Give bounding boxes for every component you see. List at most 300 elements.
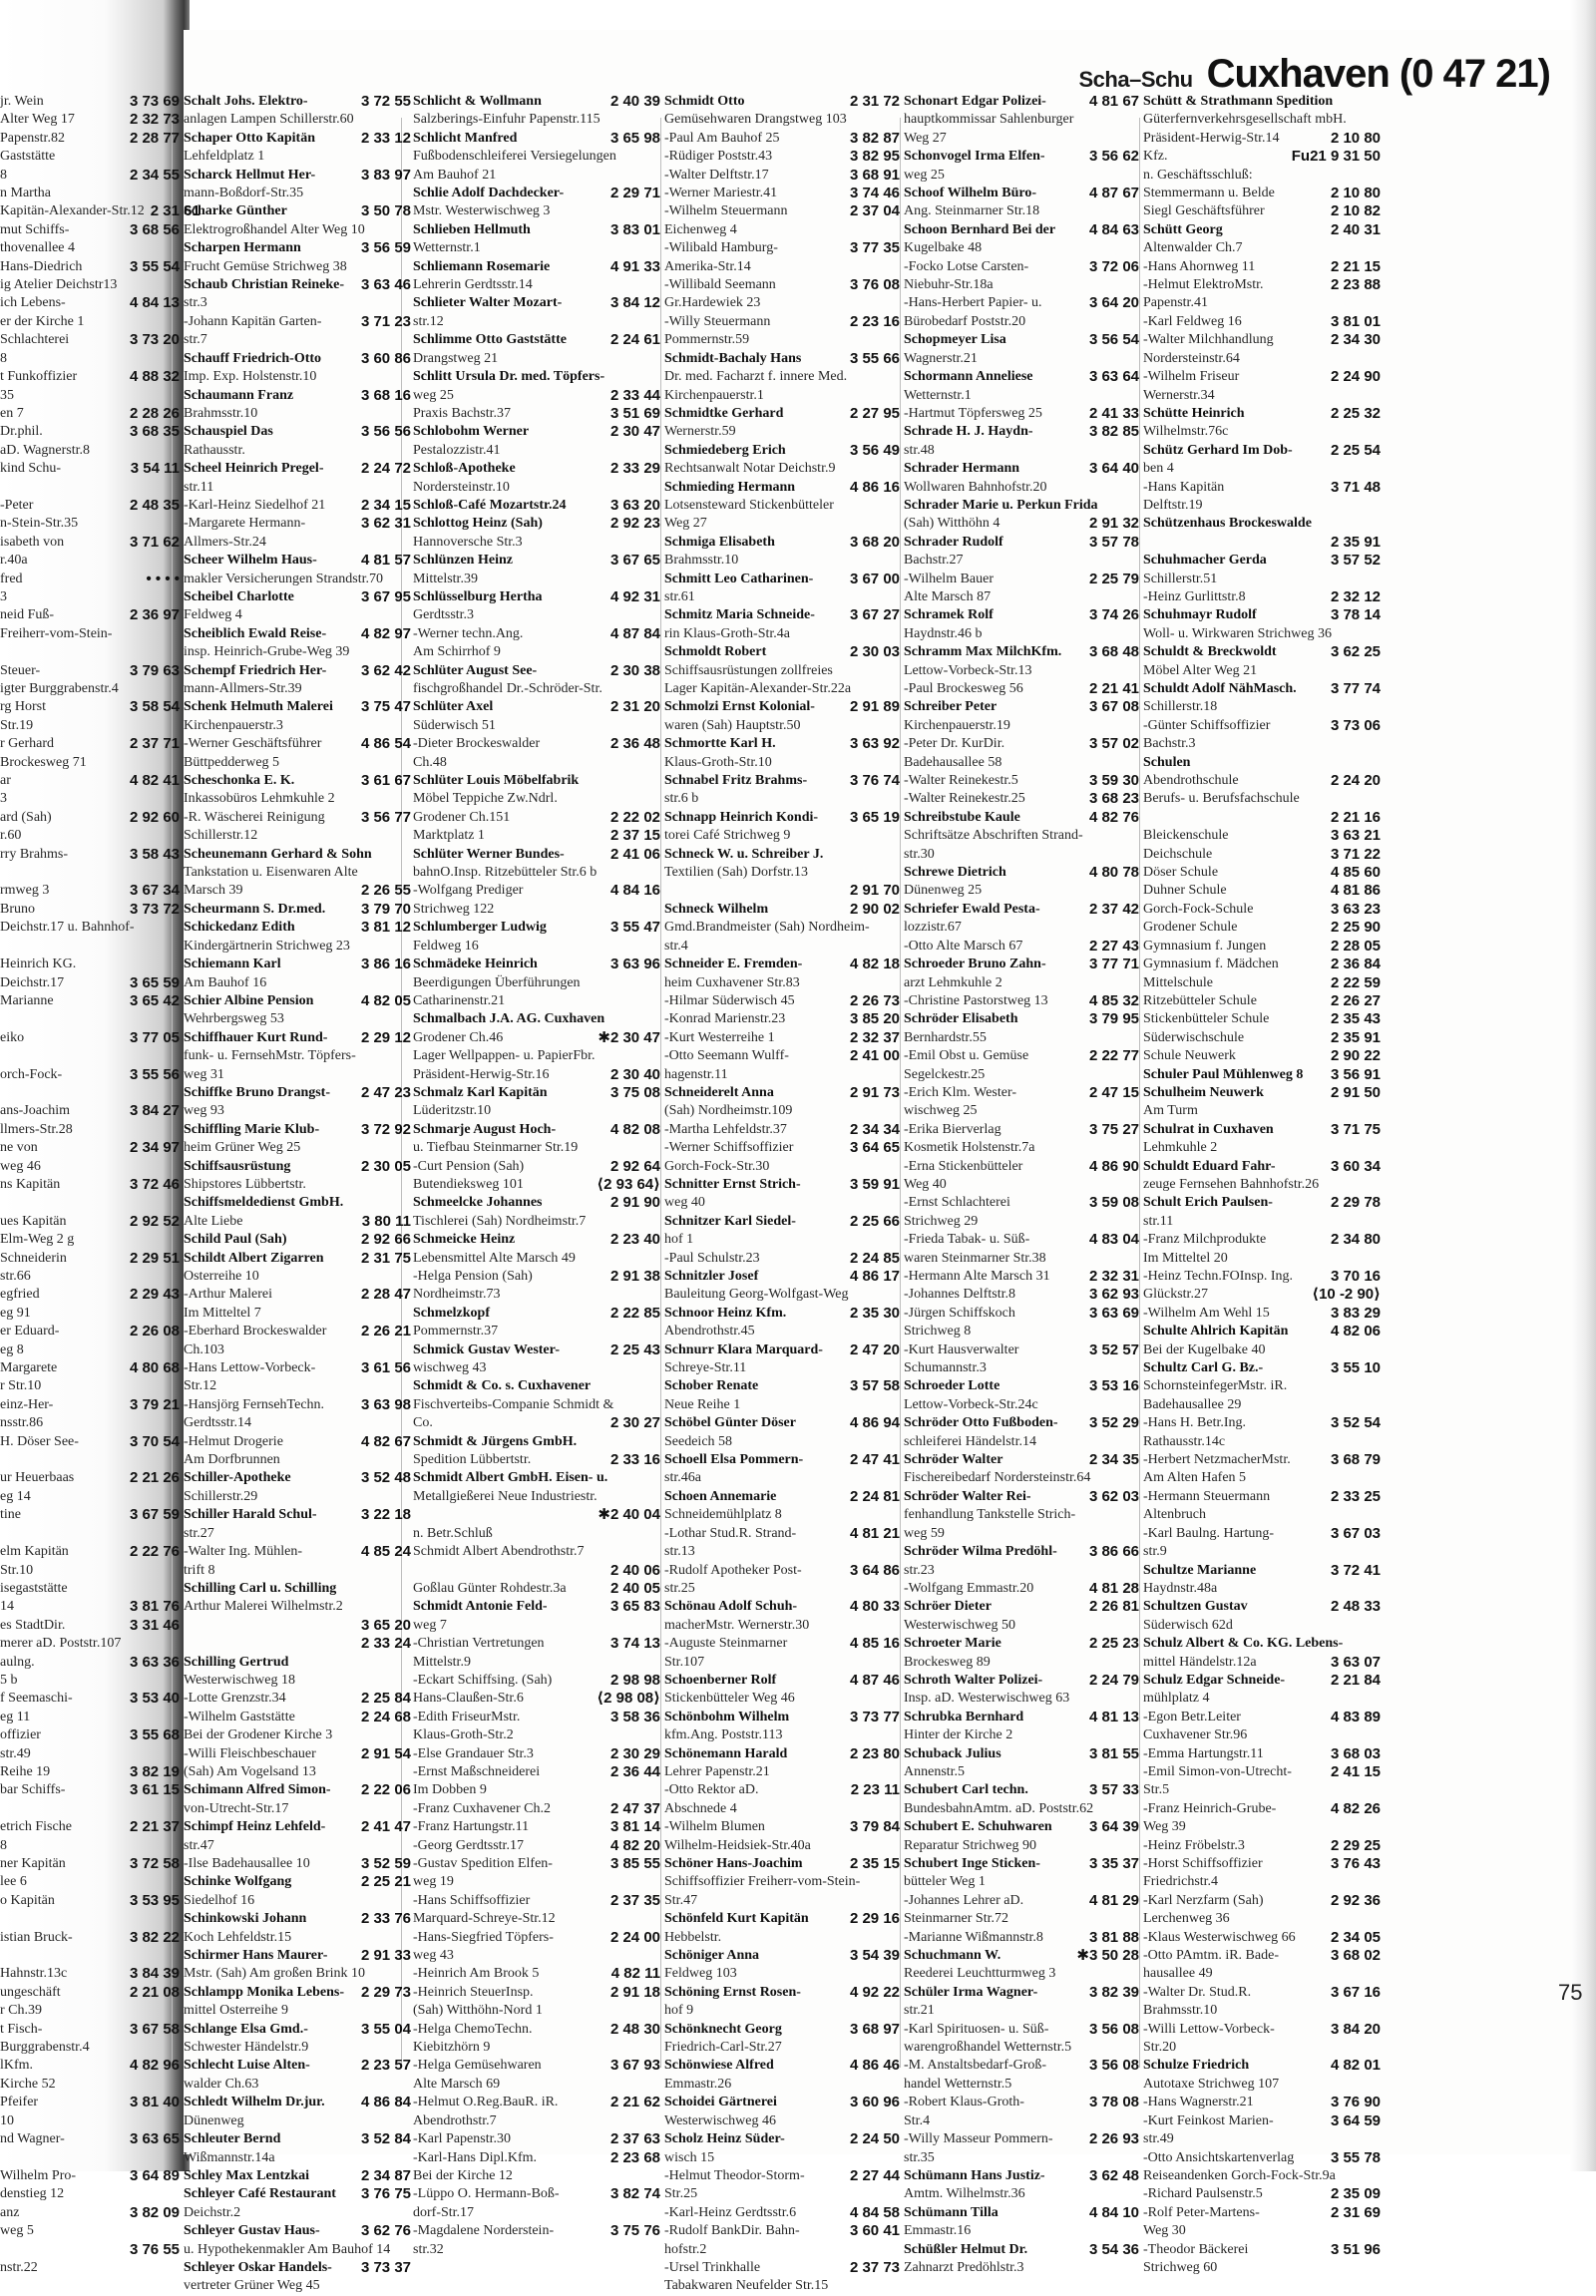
directory-entry — [664, 1414, 900, 1432]
directory-entry — [904, 552, 1139, 570]
phone-number — [894, 1726, 900, 1744]
directory-entry — [1143, 974, 1381, 992]
entry-name: -Arthur Malerei — [184, 1287, 273, 1303]
entry-name: -Georg Gerdtsstr.17 — [413, 1837, 524, 1853]
entry-name: H. Döser See- — [0, 1433, 79, 1449]
phone-number: 2 27 95 — [849, 404, 900, 422]
entry-name: Alte Marsch 87 — [904, 588, 992, 604]
entry-name: Schmidt Otto — [664, 94, 745, 109]
phone-number: 3 65 19 — [849, 808, 900, 826]
phone-number — [894, 294, 900, 312]
directory-entry — [413, 1102, 660, 1120]
entry-name: Feldweg 16 — [413, 938, 479, 954]
phone-number — [654, 2241, 660, 2259]
entry-name: Schöning Ernst Rosen- — [664, 1984, 801, 2000]
directory-entry — [664, 405, 900, 423]
phone-number — [894, 1965, 900, 1983]
directory-entry — [413, 1396, 660, 1414]
phone-number — [894, 331, 900, 349]
directory-entry — [664, 643, 900, 661]
directory-entry — [904, 974, 1139, 992]
entry-name: ar — [0, 773, 11, 789]
directory-entry — [664, 2259, 900, 2277]
phone-number — [654, 1377, 660, 1395]
directory-entry — [184, 1047, 411, 1065]
entry-name: Stickenbütteler Schule — [1143, 1011, 1270, 1027]
directory-entry — [184, 1121, 411, 1139]
entry-name: Am Turm — [1143, 1103, 1198, 1119]
directory-entry — [413, 423, 660, 441]
entry-name — [184, 1635, 188, 1653]
phone-number — [654, 974, 660, 992]
directory-entry — [413, 1929, 660, 1947]
entry-name: -Heinz Fröbelstr.3 — [1143, 1837, 1245, 1853]
directory-entry — [1143, 1837, 1381, 1855]
directory-entry — [0, 901, 180, 919]
phone-number — [1133, 1396, 1139, 1414]
directory-entry — [1143, 1543, 1381, 1561]
entry-name: Schönknecht Georg — [664, 2021, 782, 2037]
directory-entry — [904, 1781, 1139, 1799]
phone-number: 3 62 03 — [1088, 1487, 1139, 1505]
phone-number — [894, 1506, 900, 1524]
entry-name: Am Dorfbrunnen — [184, 1452, 280, 1468]
phone-number: 2 22 59 — [1330, 973, 1381, 991]
entry-name: Schult Erich Paulsen- — [1143, 1195, 1273, 1211]
entry-name: Im Mitteltel 20 — [1143, 1250, 1228, 1266]
phone-number: 3 56 62 — [1088, 148, 1139, 166]
directory-entry — [1143, 827, 1381, 845]
phone-number: 3 79 84 — [849, 1818, 900, 1836]
directory-entry — [1143, 1433, 1381, 1451]
entry-name: Schuchmann W. — [904, 1948, 1001, 1964]
entry-name: Schrade H. J. Haydn- — [904, 424, 1033, 440]
phone-number — [405, 368, 411, 386]
phone-number — [174, 479, 180, 497]
entry-name: Schiffsoffizier Freiherr-vom-Stein- — [664, 1874, 861, 1890]
directory-entry — [413, 202, 660, 220]
phone-number: 2 33 76 — [360, 1910, 411, 1928]
entry-name: Kindergärtnerin Strichweg 23 — [184, 938, 350, 954]
directory-column — [1143, 93, 1381, 2277]
directory-entry — [904, 1635, 1139, 1653]
phone-number — [1133, 276, 1139, 294]
entry-name: -Wilhelm Blumen — [664, 1819, 765, 1835]
directory-entry — [664, 2167, 900, 2185]
entry-name: weg 93 — [184, 1103, 224, 1119]
directory-entry — [184, 1488, 411, 1506]
phone-number — [654, 1359, 660, 1377]
directory-entry — [413, 1158, 660, 1176]
phone-number: 2 33 29 — [609, 460, 660, 478]
entry-name: -Franz Hartungstr.11 — [413, 1819, 530, 1835]
phone-number: 3 77 74 — [1330, 680, 1381, 697]
phone-number: 3 31 46 — [129, 1616, 180, 1634]
directory-entry — [0, 1726, 180, 1744]
entry-name: Schulz Edgar Schneide- — [1143, 1672, 1286, 1688]
entry-name: str.12 — [413, 313, 444, 329]
phone-number — [654, 1323, 660, 1340]
phone-number — [1133, 479, 1139, 497]
phone-number: 2 23 16 — [849, 312, 900, 330]
entry-name: -Heinrich Am Brook 5 — [413, 1966, 540, 1982]
phone-number — [654, 1525, 660, 1543]
directory-entry — [664, 864, 900, 882]
directory-entry — [184, 2002, 411, 2020]
directory-entry — [0, 1250, 180, 1268]
directory-entry — [413, 1580, 660, 1598]
entry-name: Cuxhavener Str.96 — [1143, 1727, 1248, 1743]
entry-name: funk- u. FernsehMstr. Töpfers- — [184, 1048, 356, 1064]
directory-entry — [0, 1213, 180, 1231]
directory-entry — [184, 2076, 411, 2094]
phone-number — [654, 1910, 660, 1928]
entry-name: Bei der Kugelbake 40 — [1143, 1341, 1266, 1357]
phone-number: 3 75 27 — [1088, 1120, 1139, 1138]
phone-number: 3 71 48 — [1330, 478, 1381, 496]
directory-entry — [0, 2185, 180, 2203]
phone-number: 2 35 91 — [1330, 1028, 1381, 1046]
entry-name: Brockesweg 71 — [0, 754, 87, 770]
phone-number: 3 68 97 — [849, 2020, 900, 2038]
directory-entry — [184, 1635, 411, 1653]
directory-entry — [0, 1562, 180, 1580]
entry-name: aD. Wagnerstr.8 — [0, 442, 90, 458]
phone-number: 3 67 03 — [1330, 1524, 1381, 1542]
directory-entry — [1143, 1231, 1381, 1249]
directory-entry — [413, 1598, 660, 1616]
entry-name: Grodener Schule — [1143, 920, 1238, 936]
directory-entry — [184, 1359, 411, 1377]
phone-number: 3 70 16 — [1330, 1268, 1381, 1285]
directory-entry — [1143, 882, 1381, 900]
entry-name: Ch.48 — [413, 754, 447, 770]
phone-number: ⟨2 98 08⟩ — [597, 1690, 660, 1708]
phone-number — [174, 1873, 180, 1891]
entry-name: -Erika Bierverlag — [904, 1121, 1001, 1137]
phone-number — [405, 1047, 411, 1065]
directory-entry — [413, 643, 660, 661]
entry-name: Lehrer Papenstr.21 — [664, 1763, 770, 1779]
directory-entry — [1143, 2039, 1381, 2057]
directory-entry — [0, 827, 180, 845]
directory-entry — [904, 2241, 1139, 2259]
phone-number: 4 82 26 — [1330, 1799, 1381, 1817]
directory-entry — [904, 1726, 1139, 1744]
phone-number — [1375, 497, 1381, 515]
phone-number: 2 33 25 — [1330, 1487, 1381, 1505]
phone-number: 2 29 51 — [129, 1249, 180, 1267]
phone-number: 3 80 11 — [361, 1212, 411, 1230]
directory-entry — [184, 882, 411, 900]
directory-entry — [1143, 239, 1381, 257]
directory-entry — [904, 442, 1139, 460]
directory-entry — [184, 93, 411, 111]
directory-entry — [413, 1837, 660, 1855]
phone-number: 2 41 15 — [1330, 1762, 1381, 1780]
entry-name: Frucht Gemüse Strichweg 38 — [184, 258, 347, 274]
directory-entry — [413, 1984, 660, 2002]
directory-entry — [664, 423, 900, 441]
entry-name: Schröder Walter Rei- — [904, 1488, 1031, 1504]
directory-entry — [0, 698, 180, 716]
entry-name: Strichweg 122 — [413, 901, 495, 917]
phone-number — [174, 938, 180, 956]
phone-number: 3 76 08 — [849, 276, 900, 294]
entry-name: Schmitt Leo Catharinen- — [664, 571, 814, 586]
entry-name: wischweg 43 — [413, 1360, 487, 1376]
directory-entry — [184, 2112, 411, 2130]
directory-entry — [184, 1910, 411, 1928]
phone-number: Fu21 9 31 50 — [1291, 148, 1381, 166]
directory-entry — [664, 294, 900, 312]
entry-name: Kirche 52 — [0, 2076, 56, 2092]
phone-number — [1375, 1690, 1381, 1708]
directory-entry — [0, 1047, 180, 1065]
phone-number: 2 24 90 — [1330, 368, 1381, 386]
directory-entry — [664, 1781, 900, 1799]
entry-name: -Jürgen Schiffskoch — [904, 1305, 1015, 1321]
entry-name: Schlieter Walter Mozart- — [413, 295, 563, 311]
phone-number: 2 26 21 — [360, 1323, 411, 1340]
entry-name: Friedrich-Carl-Str.27 — [664, 2040, 782, 2056]
entry-name: ben 4 — [1143, 461, 1174, 477]
directory-entry — [904, 1268, 1139, 1286]
phone-number: 2 31 75 — [360, 1249, 411, 1267]
entry-name: Kapitän-Alexander-Str.12 — [0, 203, 145, 219]
directory-entry — [413, 1506, 660, 1524]
phone-number — [654, 571, 660, 588]
entry-name: Scharke Günther — [184, 203, 287, 219]
entry-name: es StadtDir. — [0, 1617, 66, 1633]
entry-name: Schubert E. Schuhwaren — [904, 1819, 1052, 1835]
directory-entry — [0, 2112, 180, 2130]
directory-entry — [904, 130, 1139, 148]
phone-number — [405, 1965, 411, 1983]
entry-name: Schmalz Karl Kapitän — [413, 1084, 548, 1100]
entry-name: Schoen Annemarie — [664, 1488, 777, 1504]
directory-entry — [184, 1268, 411, 1286]
directory-entry — [664, 1580, 900, 1598]
phone-number: 3 76 43 — [1330, 1855, 1381, 1872]
phone-number: 2 34 15 — [360, 496, 411, 514]
directory-entry — [0, 167, 180, 185]
phone-number: 2 34 87 — [360, 2166, 411, 2184]
phone-number — [654, 1654, 660, 1672]
entry-name: Schirmer Hans Maurer- — [184, 1948, 328, 1964]
entry-name: -Helga ChemoTechn. — [413, 2021, 533, 2037]
directory-entry — [184, 790, 411, 808]
entry-name: Schrader Rudolf — [904, 534, 1003, 550]
directory-entry — [904, 1121, 1139, 1139]
directory-entry — [0, 1377, 180, 1395]
directory-entry — [0, 680, 180, 698]
directory-entry — [0, 1672, 180, 1690]
phone-number: 2 23 40 — [609, 1231, 660, 1249]
phone-number: 2 92 64 — [609, 1157, 660, 1175]
phone-number — [894, 717, 900, 735]
entry-name: Pommernstr.37 — [413, 1324, 499, 1339]
entry-name: Schröder Otto Fußboden- — [904, 1415, 1058, 1431]
entry-name: er der Kirche 1 — [0, 313, 85, 329]
directory-entry — [1143, 1213, 1381, 1231]
directory-entry — [184, 1433, 411, 1451]
phone-number — [405, 717, 411, 735]
directory-entry — [664, 680, 900, 698]
phone-number: 4 92 22 — [849, 1983, 900, 2001]
directory-entry — [0, 497, 180, 515]
phone-number: 3 82 09 — [129, 2203, 180, 2221]
entry-name: Alter Weg 17 — [0, 112, 75, 128]
entry-name: Schober Renate — [664, 1378, 759, 1394]
directory-entry — [413, 809, 660, 827]
directory-entry — [413, 405, 660, 423]
entry-name: Annenstr.5 — [904, 1763, 966, 1779]
directory-entry — [664, 1305, 900, 1323]
entry-name: anlagen Lampen Schillerstr.60 — [184, 112, 354, 128]
entry-name: BundesbahnAmtm. aD. Poststr.62 — [904, 1800, 1094, 1816]
entry-name: Schonvogel Irma Elfen- — [904, 149, 1045, 165]
entry-name: r.60 — [0, 828, 22, 844]
entry-name: arzt Lehmkuhle 2 — [904, 974, 1002, 990]
directory-entry — [904, 202, 1139, 220]
directory-entry — [664, 515, 900, 533]
directory-entry — [1143, 442, 1381, 460]
directory-entry — [184, 919, 411, 937]
entry-name: Kirchenpauerstr.19 — [904, 717, 1010, 733]
entry-name: -Paul Brockesweg 56 — [904, 681, 1023, 696]
directory-entry — [904, 1892, 1139, 1910]
entry-name: Schiffling Marie Klub- — [184, 1121, 320, 1137]
phone-number — [654, 276, 660, 294]
phone-number — [1133, 1102, 1139, 1120]
directory-entry — [664, 1158, 900, 1176]
directory-entry — [664, 1066, 900, 1084]
directory-entry — [904, 606, 1139, 624]
directory-entry — [413, 1414, 660, 1432]
directory-entry — [904, 148, 1139, 166]
entry-name: Schütz Gerhard Im Dob- — [1143, 442, 1293, 458]
directory-entry — [184, 1250, 411, 1268]
phone-number: 2 35 30 — [849, 1304, 900, 1322]
directory-entry — [0, 1910, 180, 1928]
entry-name: Schönfeld Kurt Kapitän — [664, 1911, 809, 1927]
phone-number — [654, 2167, 660, 2185]
phone-number: 4 86 90 — [1088, 1157, 1139, 1175]
entry-name: Westerwischweg 50 — [904, 1617, 1016, 1633]
entry-name: str.11 — [184, 479, 214, 495]
phone-number: 2 30 03 — [849, 643, 900, 661]
phone-number — [894, 1433, 900, 1451]
phone-number — [894, 1469, 900, 1487]
entry-name: -Franz Heinrich-Grube- — [1143, 1800, 1277, 1816]
phone-number: 2 29 12 — [360, 1028, 411, 1046]
phone-number: 4 82 08 — [609, 1120, 660, 1138]
phone-number: 3 63 20 — [609, 496, 660, 514]
directory-entry — [184, 1176, 411, 1194]
entry-name: -Otto Rektor aD. — [664, 1782, 759, 1798]
entry-name: Schmoldt Robert — [664, 644, 767, 660]
entry-name: Westerwischweg 18 — [184, 1672, 296, 1688]
phone-number: 3 67 95 — [360, 587, 411, 605]
directory-entry — [0, 1635, 180, 1653]
entry-name: Präsident-Herwig-Str.16 — [413, 1066, 550, 1082]
phone-number: 3 76 90 — [1330, 2094, 1381, 2111]
phone-number: 3 68 56 — [129, 220, 180, 238]
entry-name: Wilhelm Pro- — [0, 2167, 77, 2183]
phone-number: 4 83 89 — [1330, 1708, 1381, 1725]
entry-name: Zahnarzt Predöhlstr.3 — [904, 2259, 1024, 2275]
phone-number — [894, 1102, 900, 1120]
phone-number — [894, 625, 900, 643]
directory-entry — [413, 588, 660, 606]
entry-name: Schiller Harald Schul- — [184, 1507, 317, 1523]
phone-number — [894, 1580, 900, 1598]
phone-number: 3 52 57 — [1088, 1340, 1139, 1358]
entry-name: -Erna Stickenbütteler — [904, 1158, 1023, 1174]
phone-number — [654, 1781, 660, 1799]
phone-number — [1375, 571, 1381, 588]
phone-number — [1133, 202, 1139, 220]
phone-number — [174, 717, 180, 735]
phone-number — [1375, 167, 1381, 185]
entry-name: Hans-Diedrich — [0, 258, 83, 274]
phone-number: 2 36 44 — [609, 1762, 660, 1780]
entry-name: waren Steinmarner Str.38 — [904, 1250, 1046, 1266]
phone-number: 2 21 62 — [609, 2094, 660, 2111]
directory-entry — [184, 956, 411, 973]
phone-number — [894, 1873, 900, 1891]
phone-number — [1133, 1066, 1139, 1084]
entry-name: aulng. — [0, 1654, 35, 1670]
directory-entry — [0, 1984, 180, 2002]
phone-number: 4 81 13 — [1088, 1708, 1139, 1725]
phone-number: 2 28 05 — [1330, 937, 1381, 955]
directory-entry — [1143, 1910, 1381, 1928]
directory-entry — [1143, 790, 1381, 808]
phone-number — [1375, 1580, 1381, 1598]
entry-name: -Willibald Seemann — [664, 277, 776, 293]
entry-name: kfm.Ang. Poststr.113 — [664, 1727, 783, 1743]
entry-name: Weg 30 — [1143, 2223, 1186, 2239]
directory-entry — [184, 2241, 411, 2259]
entry-name: Schulze Friedrich — [1143, 2058, 1250, 2074]
directory-entry — [184, 1525, 411, 1543]
entry-name: -Karl-Heinz Gerdtsstr.6 — [664, 2204, 797, 2220]
phone-number: 3 63 36 — [129, 1653, 180, 1671]
directory-entry — [184, 552, 411, 570]
entry-name: Süderwisch 51 — [413, 717, 496, 733]
entry-name: Margarete — [0, 1360, 58, 1376]
directory-entry — [664, 1709, 900, 1726]
entry-name: Schmiedeberg Erich — [664, 442, 786, 458]
directory-entry — [0, 2057, 180, 2075]
entry-name: igter Burggrabenstr.4 — [0, 681, 119, 696]
phone-number: 3 74 26 — [1088, 606, 1139, 624]
entry-name: elm Kapitän — [0, 1544, 69, 1560]
directory-entry — [904, 956, 1139, 973]
directory-entry — [1143, 1525, 1381, 1543]
entry-name: Schuhmayr Rudolf — [1143, 607, 1257, 623]
entry-name: -Marianne Wißmannstr.8 — [904, 1929, 1043, 1945]
phone-number — [654, 992, 660, 1010]
phone-number: 3 35 37 — [1088, 1855, 1139, 1872]
phone-number — [1375, 2130, 1381, 2148]
entry-name: Schlampp Monika Lebens- — [184, 1984, 345, 2000]
phone-number — [1375, 1506, 1381, 1524]
entry-name: Schlange Elsa Gmd.- — [184, 2021, 308, 2037]
entry-name: Schloß-Apotheke — [413, 461, 516, 477]
